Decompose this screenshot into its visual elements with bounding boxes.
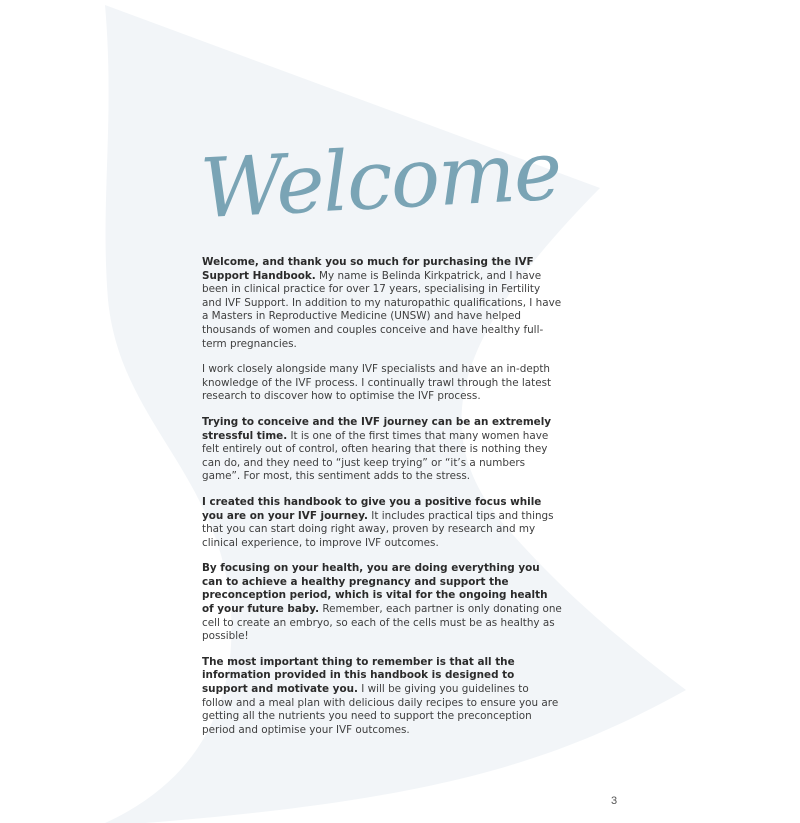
body-copy xyxy=(202,256,562,749)
welcome-heading xyxy=(190,110,563,240)
paragraph-4: I created this handbook to give you a positive focus while you are on your IVF journey. It includes practical tips and things that you can start doing right away, proven by research and my clinical experience, to improve IVF outcomes. xyxy=(202,495,554,549)
paragraph-2: I work closely alongside many IVF specialists and have an in-depth knowledge of the IVF process. I continually trawl through the latest research to discover how to optimise the IVF process. xyxy=(202,363,552,403)
paragraph-6: The most important thing to remember is that all the information provided in this handbook is designed to support and motivate you. I will be giving you guidelines to follow and a meal plan with delicious daily recipes to ensure you are getting all the nutrients you need to support the preconception period and optimise your IVF outcomes. xyxy=(202,655,559,736)
paragraph-5: By focusing on your health, you are doing everything you can to achieve a healthy pregnancy and support the preconception period, which is vital for the ongoing health of your future baby. Remember, each partner is only donating one cell to create an embryo, so each of the cells must be as healthy as possible! xyxy=(202,562,562,643)
paragraph-1: Welcome, and thank you so much for purchasing the IVF Support Handbook. My name is Belinda Kirkpatrick, and I have been in clinical practice for over 17 years, specialising in Fertility and IVF Support. In addition to my naturopathic qualifications, I have a Masters in Reproductive Medicine (UNSW) and have helped thousands of women and couples conceive and have healthy full-term pregnancies. xyxy=(202,256,562,350)
welcome-title: Welcome xyxy=(198,123,563,238)
page-number: 3 xyxy=(611,795,618,807)
paragraph-3: Trying to conceive and the IVF journey can be an extremely stressful time. It is one of the first times that many women have felt entirely out of control, often hearing that there is nothing they can do, and they need to “just keep trying” or “it’s a numbers game”. For most, this sentiment adds to the stress. xyxy=(202,415,552,483)
